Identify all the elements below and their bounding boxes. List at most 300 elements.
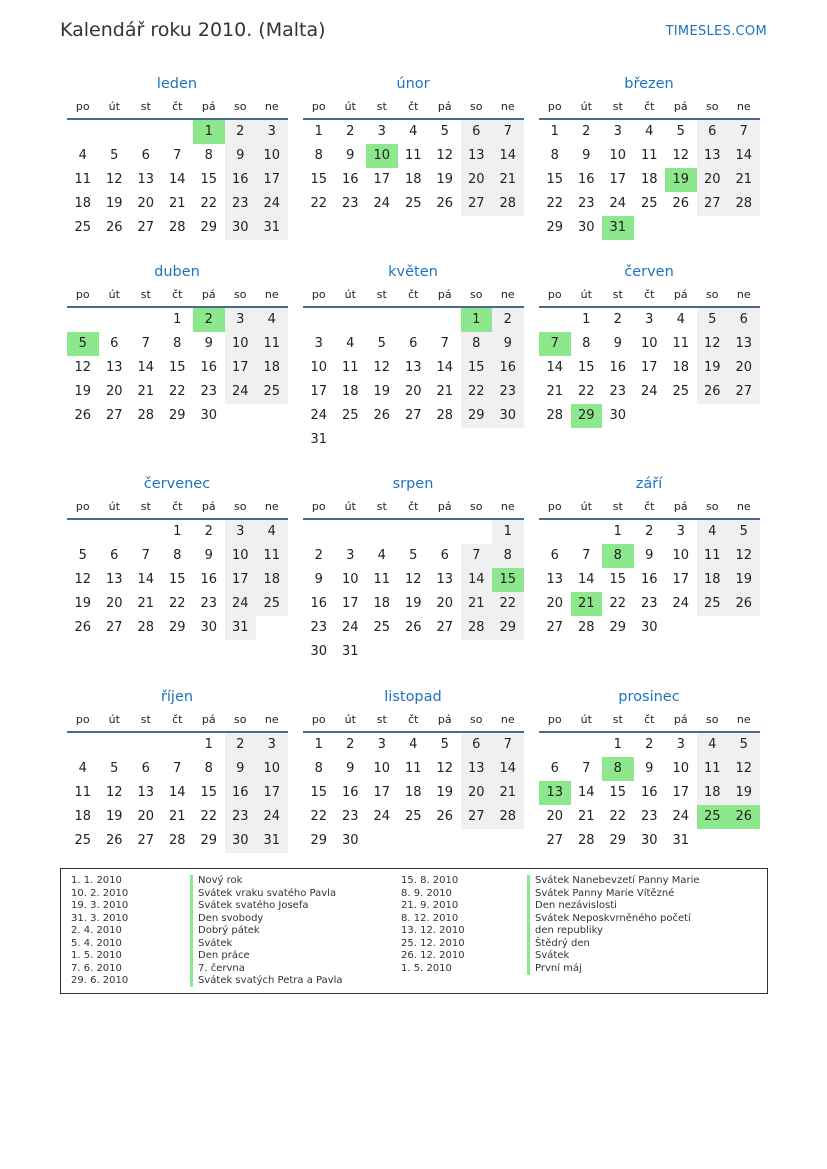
day-cell[interactable]: 8: [314, 761, 323, 776]
day-cell[interactable]: 19: [74, 596, 92, 611]
day-cell[interactable]: 29: [200, 833, 218, 848]
day-cell[interactable]: 29: [461, 404, 493, 428]
holiday-cell[interactable]: 21: [571, 592, 603, 616]
day-cell[interactable]: 23: [492, 380, 524, 404]
day-cell[interactable]: 13: [461, 757, 493, 781]
day-cell[interactable]: 20: [461, 781, 493, 805]
day-cell[interactable]: 5: [409, 548, 418, 563]
day-cell[interactable]: 17: [609, 172, 627, 187]
day-cell[interactable]: 26: [728, 592, 760, 616]
day-cell[interactable]: 23: [609, 384, 627, 399]
day-cell[interactable]: 11: [256, 544, 288, 568]
day-cell[interactable]: 23: [310, 620, 328, 635]
day-cell[interactable]: 22: [461, 380, 493, 404]
day-cell[interactable]: 22: [168, 384, 186, 399]
day-cell[interactable]: 26: [74, 408, 92, 423]
day-cell[interactable]: 16: [341, 785, 359, 800]
day-cell[interactable]: 29: [168, 408, 186, 423]
day-cell[interactable]: 13: [137, 172, 155, 187]
day-cell[interactable]: 29: [546, 220, 564, 235]
day-cell[interactable]: 25: [256, 592, 288, 616]
day-cell[interactable]: 6: [550, 761, 559, 776]
day-cell[interactable]: 26: [672, 196, 690, 211]
day-cell[interactable]: 14: [492, 757, 524, 781]
day-cell[interactable]: 26: [436, 196, 454, 211]
day-cell[interactable]: 15: [200, 172, 218, 187]
day-cell[interactable]: 24: [373, 196, 391, 211]
day-cell[interactable]: 16: [310, 596, 328, 611]
day-cell[interactable]: 27: [461, 192, 493, 216]
day-cell[interactable]: 23: [341, 196, 359, 211]
day-cell[interactable]: 23: [640, 809, 658, 824]
day-cell[interactable]: 19: [728, 781, 760, 805]
day-cell[interactable]: 22: [492, 592, 524, 616]
day-cell[interactable]: 25: [74, 833, 92, 848]
day-cell[interactable]: 16: [225, 781, 257, 805]
day-cell[interactable]: 3: [377, 124, 386, 139]
day-cell[interactable]: 3: [676, 524, 685, 539]
day-cell[interactable]: 13: [728, 332, 760, 356]
day-cell[interactable]: 4: [78, 148, 87, 163]
day-cell[interactable]: 27: [436, 620, 454, 635]
day-cell[interactable]: 21: [577, 809, 595, 824]
holiday-cell[interactable]: 26: [728, 805, 760, 829]
day-cell[interactable]: 27: [546, 833, 564, 848]
day-cell[interactable]: 7: [728, 120, 760, 144]
day-cell[interactable]: 6: [409, 336, 418, 351]
day-cell[interactable]: 6: [461, 120, 493, 144]
day-cell[interactable]: 17: [373, 172, 391, 187]
day-cell[interactable]: 15: [461, 356, 493, 380]
day-cell[interactable]: 5: [440, 737, 449, 752]
day-cell[interactable]: 28: [577, 620, 595, 635]
day-cell[interactable]: 14: [492, 144, 524, 168]
day-cell[interactable]: 22: [310, 196, 328, 211]
day-cell[interactable]: 12: [74, 572, 92, 587]
day-cell[interactable]: 11: [697, 757, 729, 781]
day-cell[interactable]: 22: [609, 809, 627, 824]
day-cell[interactable]: 23: [577, 196, 595, 211]
day-cell[interactable]: 12: [74, 360, 92, 375]
day-cell[interactable]: 2: [613, 312, 622, 327]
day-cell[interactable]: 22: [577, 384, 595, 399]
day-cell[interactable]: 25: [404, 809, 422, 824]
day-cell[interactable]: 29: [310, 833, 328, 848]
day-cell[interactable]: 19: [105, 196, 123, 211]
day-cell[interactable]: 25: [640, 196, 658, 211]
day-cell[interactable]: 17: [256, 781, 288, 805]
day-cell[interactable]: 24: [640, 384, 658, 399]
day-cell[interactable]: 10: [225, 332, 257, 356]
day-cell[interactable]: 21: [168, 809, 186, 824]
day-cell[interactable]: 8: [461, 332, 493, 356]
day-cell[interactable]: 16: [609, 360, 627, 375]
day-cell[interactable]: 2: [492, 308, 524, 332]
day-cell[interactable]: 18: [341, 384, 359, 399]
day-cell[interactable]: 18: [256, 356, 288, 380]
day-cell[interactable]: 24: [341, 620, 359, 635]
day-cell[interactable]: 30: [225, 829, 257, 853]
day-cell[interactable]: 4: [409, 737, 418, 752]
day-cell[interactable]: 19: [436, 785, 454, 800]
day-cell[interactable]: 21: [492, 168, 524, 192]
day-cell[interactable]: 17: [672, 785, 690, 800]
day-cell[interactable]: 21: [137, 596, 155, 611]
day-cell[interactable]: 19: [404, 596, 422, 611]
day-cell[interactable]: 31: [341, 644, 359, 659]
day-cell[interactable]: 1: [550, 124, 559, 139]
day-cell[interactable]: 21: [492, 781, 524, 805]
day-cell[interactable]: 24: [256, 805, 288, 829]
day-cell[interactable]: 27: [137, 833, 155, 848]
day-cell[interactable]: 28: [461, 616, 493, 640]
day-cell[interactable]: 7: [492, 733, 524, 757]
day-cell[interactable]: 7: [141, 336, 150, 351]
day-cell[interactable]: 17: [640, 360, 658, 375]
day-cell[interactable]: 24: [373, 809, 391, 824]
day-cell[interactable]: 6: [141, 761, 150, 776]
day-cell[interactable]: 2: [346, 124, 355, 139]
day-cell[interactable]: 28: [492, 805, 524, 829]
day-cell[interactable]: 25: [341, 408, 359, 423]
day-cell[interactable]: 2: [346, 737, 355, 752]
day-cell[interactable]: 20: [137, 809, 155, 824]
day-cell[interactable]: 14: [546, 360, 564, 375]
day-cell[interactable]: 28: [728, 192, 760, 216]
day-cell[interactable]: 28: [137, 620, 155, 635]
day-cell[interactable]: 6: [141, 148, 150, 163]
day-cell[interactable]: 28: [577, 833, 595, 848]
day-cell[interactable]: 23: [225, 805, 257, 829]
day-cell[interactable]: 14: [461, 568, 493, 592]
day-cell[interactable]: 16: [492, 356, 524, 380]
day-cell[interactable]: 18: [672, 360, 690, 375]
day-cell[interactable]: 14: [137, 360, 155, 375]
day-cell[interactable]: 21: [728, 168, 760, 192]
day-cell[interactable]: 4: [697, 520, 729, 544]
day-cell[interactable]: 4: [676, 312, 685, 327]
day-cell[interactable]: 9: [225, 144, 257, 168]
day-cell[interactable]: 24: [256, 192, 288, 216]
day-cell[interactable]: 9: [645, 761, 654, 776]
day-cell[interactable]: 30: [492, 404, 524, 428]
holiday-cell[interactable]: 8: [602, 757, 634, 781]
day-cell[interactable]: 31: [672, 833, 690, 848]
day-cell[interactable]: 8: [173, 548, 182, 563]
day-cell[interactable]: 21: [137, 384, 155, 399]
day-cell[interactable]: 11: [404, 761, 422, 776]
day-cell[interactable]: 27: [105, 408, 123, 423]
day-cell[interactable]: 7: [173, 761, 182, 776]
day-cell[interactable]: 13: [105, 572, 123, 587]
day-cell[interactable]: 5: [110, 148, 119, 163]
day-cell[interactable]: 7: [173, 148, 182, 163]
day-cell[interactable]: 10: [609, 148, 627, 163]
day-cell[interactable]: 15: [168, 360, 186, 375]
day-cell[interactable]: 15: [609, 785, 627, 800]
day-cell[interactable]: 16: [341, 172, 359, 187]
day-cell[interactable]: 10: [256, 757, 288, 781]
day-cell[interactable]: 11: [672, 336, 690, 351]
day-cell[interactable]: 14: [436, 360, 454, 375]
day-cell[interactable]: 30: [225, 216, 257, 240]
day-cell[interactable]: 17: [672, 572, 690, 587]
day-cell[interactable]: 12: [404, 572, 422, 587]
day-cell[interactable]: 22: [546, 196, 564, 211]
day-cell[interactable]: 24: [225, 592, 257, 616]
day-cell[interactable]: 5: [728, 733, 760, 757]
day-cell[interactable]: 10: [672, 548, 690, 563]
day-cell[interactable]: 24: [225, 380, 257, 404]
day-cell[interactable]: 23: [341, 809, 359, 824]
day-cell[interactable]: 20: [546, 809, 564, 824]
day-cell[interactable]: 1: [173, 524, 182, 539]
day-cell[interactable]: 30: [640, 620, 658, 635]
day-cell[interactable]: 24: [609, 196, 627, 211]
day-cell[interactable]: 6: [697, 120, 729, 144]
day-cell[interactable]: 24: [672, 809, 690, 824]
day-cell[interactable]: 20: [404, 384, 422, 399]
day-cell[interactable]: 17: [256, 168, 288, 192]
day-cell[interactable]: 18: [256, 568, 288, 592]
day-cell[interactable]: 16: [200, 360, 218, 375]
holiday-cell[interactable]: 7: [539, 332, 571, 356]
day-cell[interactable]: 26: [697, 380, 729, 404]
day-cell[interactable]: 7: [141, 548, 150, 563]
day-cell[interactable]: 12: [728, 757, 760, 781]
day-cell[interactable]: 2: [645, 737, 654, 752]
day-cell[interactable]: 27: [137, 220, 155, 235]
day-cell[interactable]: 3: [613, 124, 622, 139]
day-cell[interactable]: 6: [728, 308, 760, 332]
day-cell[interactable]: 26: [105, 833, 123, 848]
brand-link[interactable]: TIMESLES.COM: [665, 24, 767, 39]
holiday-cell[interactable]: 1: [193, 120, 225, 144]
day-cell[interactable]: 3: [645, 312, 654, 327]
holiday-cell[interactable]: 25: [697, 805, 729, 829]
holiday-cell[interactable]: 8: [602, 544, 634, 568]
day-cell[interactable]: 5: [377, 336, 386, 351]
day-cell[interactable]: 14: [137, 572, 155, 587]
day-cell[interactable]: 9: [346, 761, 355, 776]
day-cell[interactable]: 10: [256, 144, 288, 168]
day-cell[interactable]: 21: [168, 196, 186, 211]
day-cell[interactable]: 13: [137, 785, 155, 800]
day-cell[interactable]: 1: [613, 524, 622, 539]
day-cell[interactable]: 16: [200, 572, 218, 587]
day-cell[interactable]: 2: [645, 524, 654, 539]
day-cell[interactable]: 31: [256, 829, 288, 853]
day-cell[interactable]: 7: [461, 544, 493, 568]
day-cell[interactable]: 31: [225, 616, 257, 640]
day-cell[interactable]: 13: [105, 360, 123, 375]
day-cell[interactable]: 15: [310, 785, 328, 800]
day-cell[interactable]: 16: [577, 172, 595, 187]
day-cell[interactable]: 1: [173, 312, 182, 327]
day-cell[interactable]: 1: [314, 737, 323, 752]
day-cell[interactable]: 25: [404, 196, 422, 211]
day-cell[interactable]: 23: [200, 596, 218, 611]
day-cell[interactable]: 26: [436, 809, 454, 824]
day-cell[interactable]: 12: [436, 761, 454, 776]
day-cell[interactable]: 29: [168, 620, 186, 635]
day-cell[interactable]: 21: [546, 384, 564, 399]
day-cell[interactable]: 11: [404, 148, 422, 163]
day-cell[interactable]: 23: [640, 596, 658, 611]
day-cell[interactable]: 26: [105, 220, 123, 235]
day-cell[interactable]: 26: [404, 620, 422, 635]
day-cell[interactable]: 14: [577, 785, 595, 800]
holiday-cell[interactable]: 5: [67, 332, 99, 356]
day-cell[interactable]: 28: [492, 192, 524, 216]
day-cell[interactable]: 9: [204, 336, 213, 351]
day-cell[interactable]: 9: [225, 757, 257, 781]
day-cell[interactable]: 17: [310, 384, 328, 399]
holiday-cell[interactable]: 13: [539, 781, 571, 805]
day-cell[interactable]: 14: [168, 785, 186, 800]
day-cell[interactable]: 29: [609, 620, 627, 635]
day-cell[interactable]: 4: [697, 733, 729, 757]
day-cell[interactable]: 11: [640, 148, 658, 163]
day-cell[interactable]: 9: [492, 332, 524, 356]
day-cell[interactable]: 17: [373, 785, 391, 800]
day-cell[interactable]: 7: [492, 120, 524, 144]
day-cell[interactable]: 7: [582, 548, 591, 563]
day-cell[interactable]: 27: [105, 620, 123, 635]
day-cell[interactable]: 1: [582, 312, 591, 327]
day-cell[interactable]: 29: [492, 616, 524, 640]
day-cell[interactable]: 1: [314, 124, 323, 139]
day-cell[interactable]: 28: [168, 833, 186, 848]
day-cell[interactable]: 9: [613, 336, 622, 351]
holiday-cell[interactable]: 15: [492, 568, 524, 592]
day-cell[interactable]: 18: [697, 781, 729, 805]
day-cell[interactable]: 11: [373, 572, 391, 587]
day-cell[interactable]: 12: [697, 332, 729, 356]
day-cell[interactable]: 23: [225, 192, 257, 216]
day-cell[interactable]: 4: [645, 124, 654, 139]
day-cell[interactable]: 28: [137, 408, 155, 423]
day-cell[interactable]: 8: [314, 148, 323, 163]
day-cell[interactable]: 9: [645, 548, 654, 563]
day-cell[interactable]: 8: [582, 336, 591, 351]
day-cell[interactable]: 6: [110, 336, 119, 351]
day-cell[interactable]: 9: [346, 148, 355, 163]
day-cell[interactable]: 25: [697, 592, 729, 616]
day-cell[interactable]: 15: [546, 172, 564, 187]
day-cell[interactable]: 10: [373, 761, 391, 776]
day-cell[interactable]: 18: [74, 809, 92, 824]
day-cell[interactable]: 18: [697, 568, 729, 592]
day-cell[interactable]: 20: [105, 384, 123, 399]
day-cell[interactable]: 19: [74, 384, 92, 399]
day-cell[interactable]: 25: [672, 384, 690, 399]
day-cell[interactable]: 1: [204, 737, 213, 752]
day-cell[interactable]: 4: [256, 308, 288, 332]
day-cell[interactable]: 10: [310, 360, 328, 375]
day-cell[interactable]: 11: [74, 172, 92, 187]
day-cell[interactable]: 20: [105, 596, 123, 611]
day-cell[interactable]: 12: [105, 172, 123, 187]
day-cell[interactable]: 22: [310, 809, 328, 824]
day-cell[interactable]: 27: [461, 805, 493, 829]
day-cell[interactable]: 25: [373, 620, 391, 635]
holiday-cell[interactable]: 2: [193, 308, 225, 332]
day-cell[interactable]: 6: [550, 548, 559, 563]
day-cell[interactable]: 20: [697, 168, 729, 192]
day-cell[interactable]: 25: [74, 220, 92, 235]
day-cell[interactable]: 31: [256, 216, 288, 240]
day-cell[interactable]: 18: [74, 196, 92, 211]
day-cell[interactable]: 2: [204, 524, 213, 539]
day-cell[interactable]: 16: [640, 785, 658, 800]
day-cell[interactable]: 15: [168, 572, 186, 587]
day-cell[interactable]: 22: [168, 596, 186, 611]
day-cell[interactable]: 30: [200, 620, 218, 635]
day-cell[interactable]: 8: [173, 336, 182, 351]
day-cell[interactable]: 8: [492, 544, 524, 568]
day-cell[interactable]: 12: [105, 785, 123, 800]
day-cell[interactable]: 9: [582, 148, 591, 163]
day-cell[interactable]: 10: [341, 572, 359, 587]
day-cell[interactable]: 8: [204, 761, 213, 776]
day-cell[interactable]: 18: [640, 172, 658, 187]
day-cell[interactable]: 20: [546, 596, 564, 611]
day-cell[interactable]: 2: [225, 120, 257, 144]
day-cell[interactable]: 30: [609, 408, 627, 423]
day-cell[interactable]: 4: [377, 548, 386, 563]
holiday-cell[interactable]: 1: [461, 308, 493, 332]
day-cell[interactable]: 22: [609, 596, 627, 611]
day-cell[interactable]: 10: [672, 761, 690, 776]
day-cell[interactable]: 11: [697, 544, 729, 568]
day-cell[interactable]: 14: [577, 572, 595, 587]
day-cell[interactable]: 6: [461, 733, 493, 757]
day-cell[interactable]: 2: [314, 548, 323, 563]
day-cell[interactable]: 13: [436, 572, 454, 587]
day-cell[interactable]: 29: [200, 220, 218, 235]
day-cell[interactable]: 3: [377, 737, 386, 752]
day-cell[interactable]: 12: [373, 360, 391, 375]
day-cell[interactable]: 5: [78, 548, 87, 563]
day-cell[interactable]: 20: [728, 356, 760, 380]
day-cell[interactable]: 11: [256, 332, 288, 356]
day-cell[interactable]: 22: [200, 809, 218, 824]
day-cell[interactable]: 24: [672, 596, 690, 611]
day-cell[interactable]: 15: [609, 572, 627, 587]
day-cell[interactable]: 3: [256, 733, 288, 757]
day-cell[interactable]: 21: [461, 592, 493, 616]
day-cell[interactable]: 4: [409, 124, 418, 139]
day-cell[interactable]: 5: [440, 124, 449, 139]
day-cell[interactable]: 16: [225, 168, 257, 192]
day-cell[interactable]: 31: [310, 432, 328, 447]
holiday-cell[interactable]: 31: [602, 216, 634, 240]
day-cell[interactable]: 27: [546, 620, 564, 635]
day-cell[interactable]: 5: [676, 124, 685, 139]
day-cell[interactable]: 22: [200, 196, 218, 211]
day-cell[interactable]: 3: [676, 737, 685, 752]
day-cell[interactable]: 28: [436, 408, 454, 423]
day-cell[interactable]: 27: [404, 408, 422, 423]
day-cell[interactable]: 10: [640, 336, 658, 351]
day-cell[interactable]: 20: [137, 196, 155, 211]
day-cell[interactable]: 24: [310, 408, 328, 423]
day-cell[interactable]: 18: [404, 785, 422, 800]
day-cell[interactable]: 17: [341, 596, 359, 611]
day-cell[interactable]: 14: [728, 144, 760, 168]
day-cell[interactable]: 15: [310, 172, 328, 187]
